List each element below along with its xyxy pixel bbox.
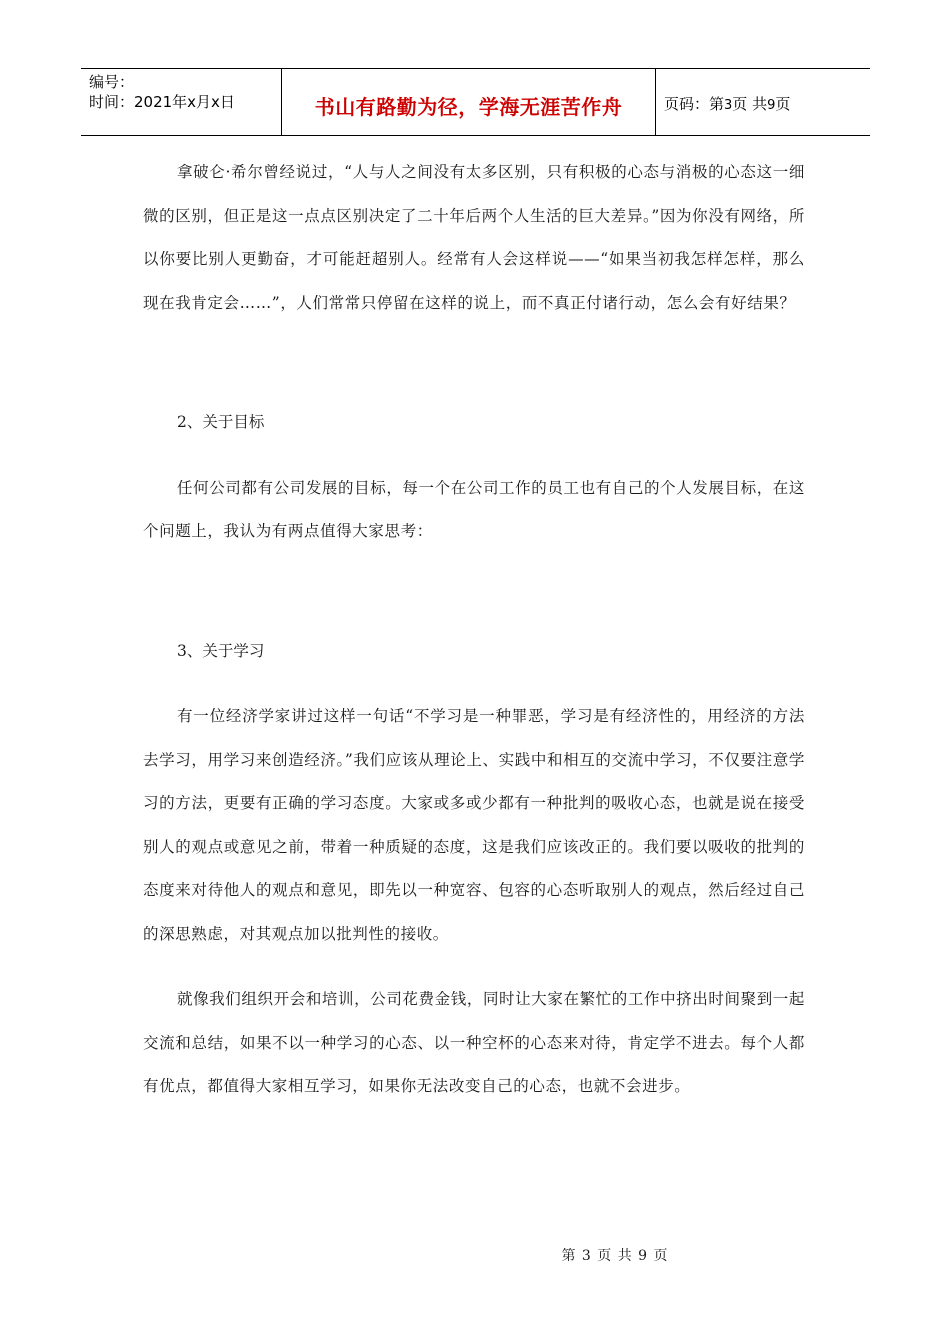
paragraph: 拿破仑·希尔曾经说过，“人与人之间没有太多区别，只有积极的心态与消极的心态这一细微的区别，但正是这一点点区别决定了二十年后两个人生活的巨大差异。”因为你没有网络，所以你要比别人更勤奋，才可能赶超别人。经常有人会这样说——“如果当初我怎样怎样，那么现在我肯定会……”，人们常常只停留在这样的说上，而不真正付诸行动，怎么会有好结果？ <box>143 163 805 312</box>
page-footer: 第 3 页 共 9 页 <box>561 1248 669 1264</box>
page-current: 3 <box>724 98 733 113</box>
section-heading: 3、关于学习 <box>177 641 265 660</box>
page-middle: 页 共 <box>732 95 768 113</box>
document-body <box>143 151 805 1109</box>
paragraph: 就像我们组织开会和培训，公司花费金钱，同时让大家在繁忙的工作中挤出时间聚到一起交流和总结，如果不以一种学习的心态、以一种空杯的心态来对待，肯定学不进去。每个人都有优点，都值得大家相互学习，如果你无法改变自己的心态，也就不会进步。 <box>143 990 805 1095</box>
header-divider <box>655 69 656 135</box>
paragraph: 有一位经济学家讲过这样一句话“不学习是一种罪恶，学习是有经济性的，用经济的方法去学习，用学习来创造经济。”我们应该从理论上、实践中和相互的交流中学习，不仅要注意学习的方法，更要有正确的学习态度。大家或多或少都有一种批判的吸收心态，也就是说在接受别人的观点或意见之前，带着一种质疑的态度，这是我们应该改正的。我们要以吸收的批判的态度来对待他人的观点和意见，即先以一种宽容、包容的心态听取别人的观点，然后经过自己的深思熟虑，对其观点加以批判性的接收。 <box>143 707 805 943</box>
document-number-label: 编号： <box>89 73 135 91</box>
page-header <box>81 68 870 136</box>
page-suffix: 页 <box>775 95 791 113</box>
page-prefix: 页码：第 <box>664 95 725 113</box>
paragraph: 任何公司都有公司发展的目标，每一个在公司工作的员工也有自己的个人发展目标，在这个问题上，我认为有两点值得大家思考： <box>143 478 805 540</box>
header-page-indicator <box>664 93 790 114</box>
header-motto: 书山有路勤为径，学海无涯苦作舟 <box>314 95 623 119</box>
page-total: 9 <box>767 98 776 113</box>
document-time-label: 时间：2021年x月x日 <box>89 93 235 111</box>
header-meta <box>89 72 235 112</box>
section-heading: 2、关于目标 <box>177 413 265 431</box>
